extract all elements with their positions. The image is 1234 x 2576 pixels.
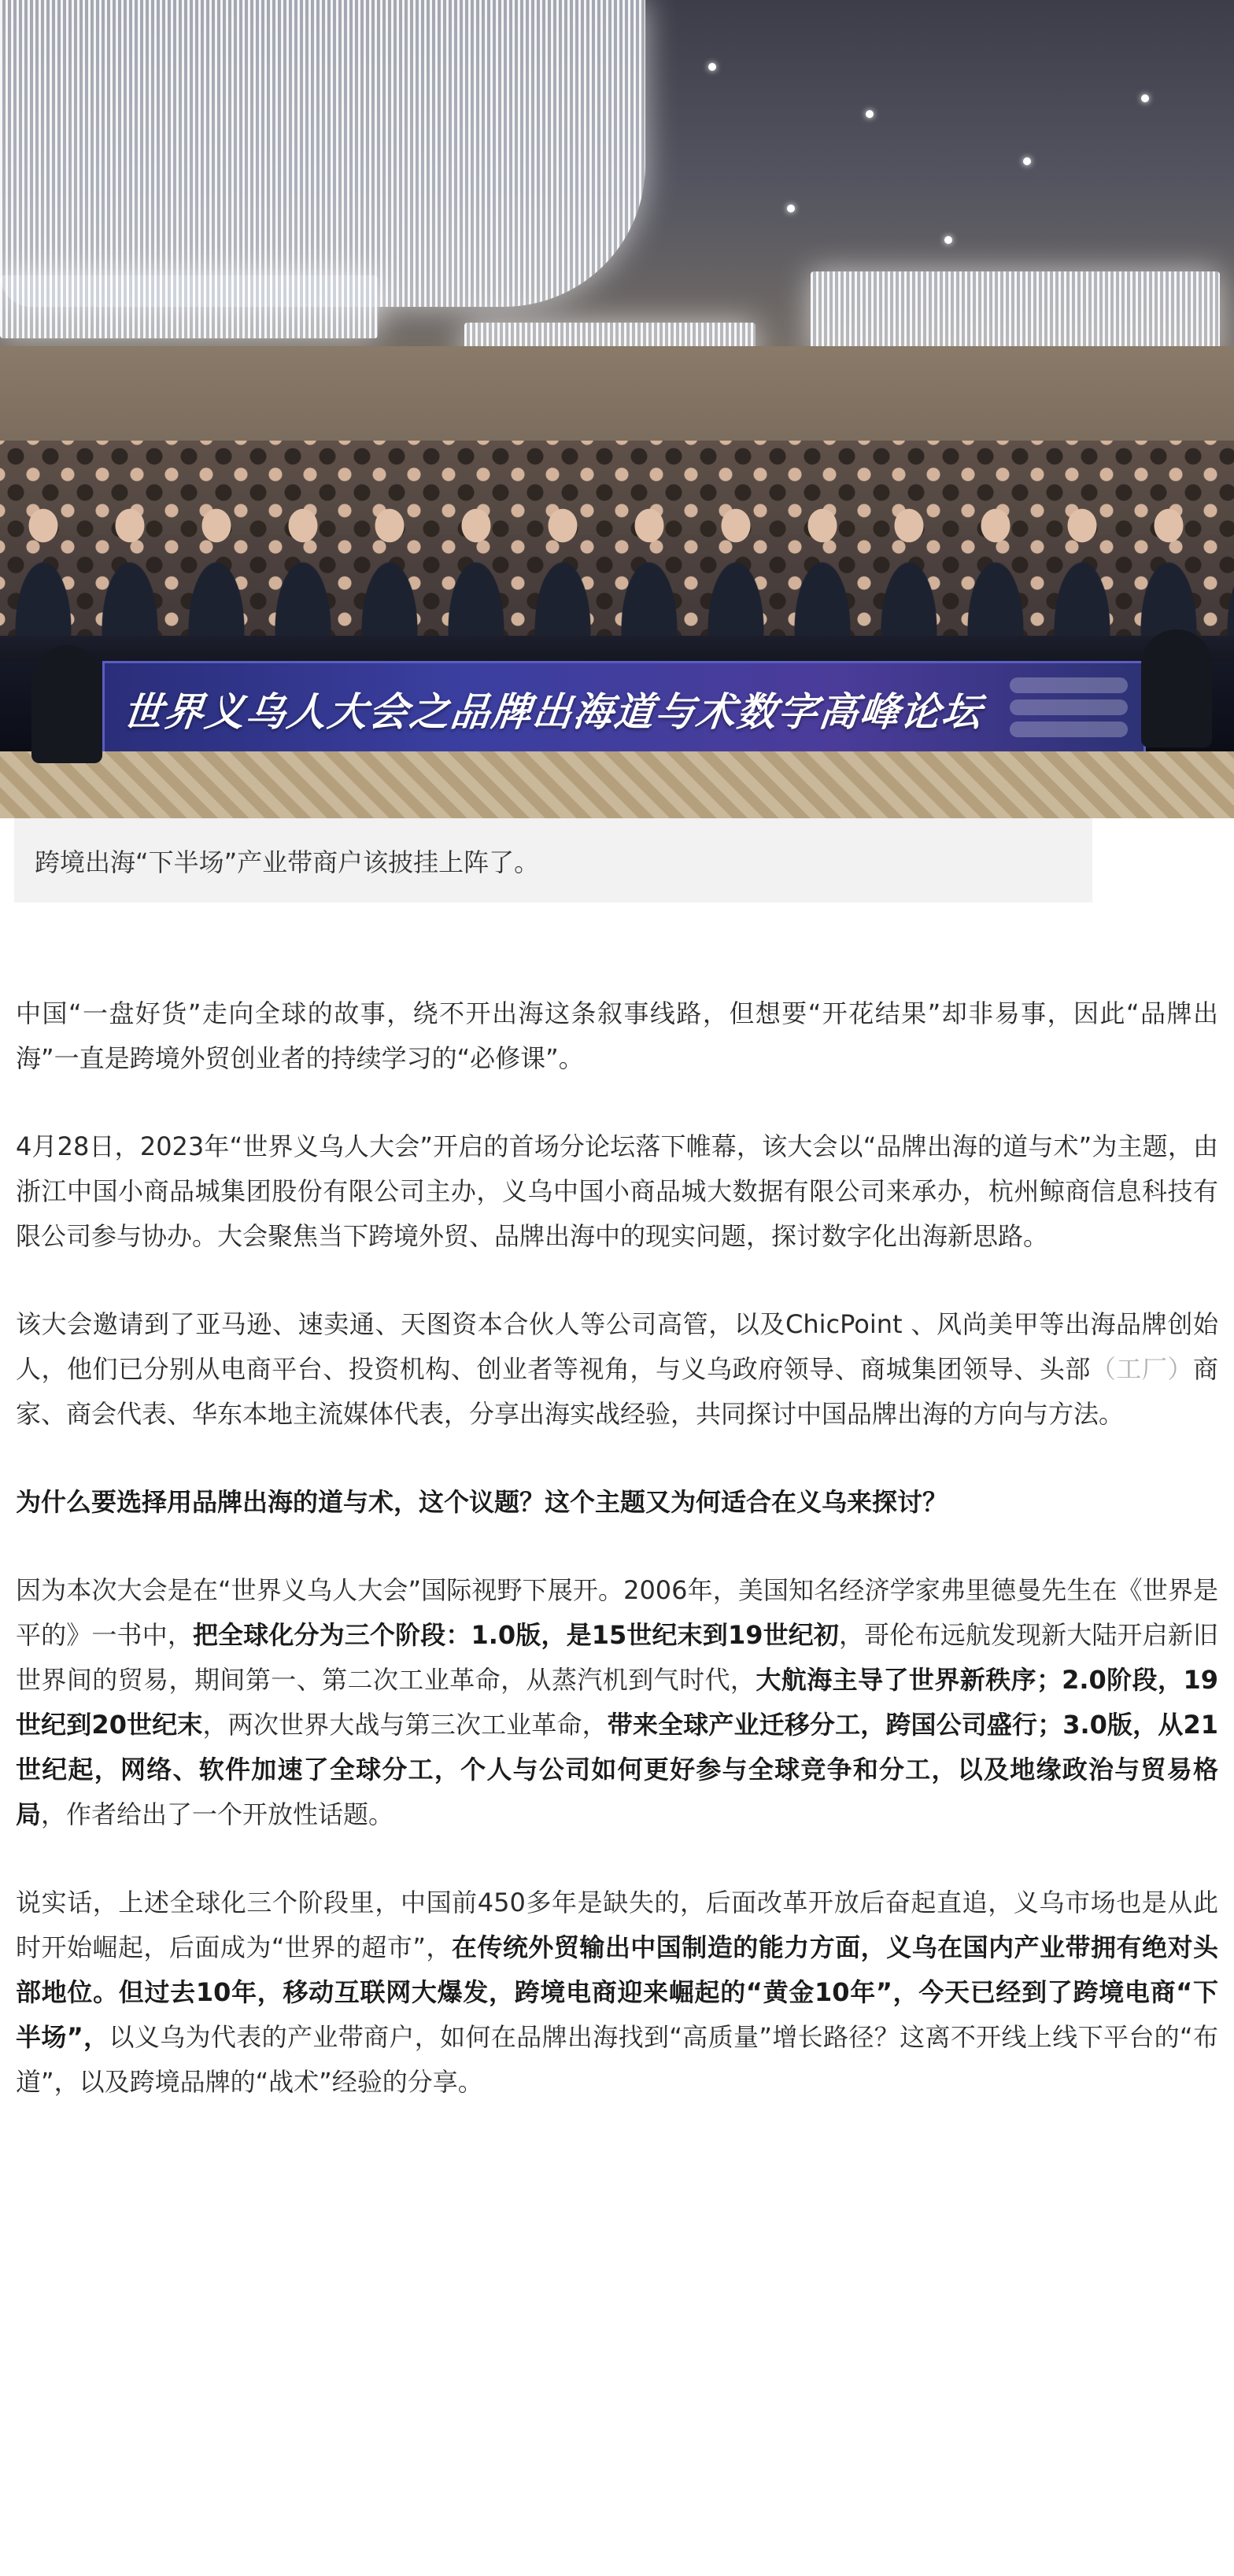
muted-text: （工厂） [1090,1354,1193,1384]
ceiling-light [1141,94,1149,102]
event-photo [0,0,1234,818]
bold-text: 带来全球产业迁移分工，跨国公司盛行；3.0版，从21世纪起，网络、软件加速了全球分工，个人与公司如何更好参与全球竞争和分工，以及地缘政治与贸易格局 [16,1710,1218,1829]
event-banner [102,661,1146,756]
sponsor-logo [1010,699,1128,715]
carpet [0,751,1234,818]
photographer-right [1141,629,1212,747]
bold-text: 大航海主导了世界新秩序；2.0阶段，19世纪到20世纪末 [16,1665,1218,1740]
text-run: 以义乌为代表的产业带商户，如何在品牌出海找到“高质量”增长路径？这离不开线上线下平台的“布道”，以及跨境品牌的“战术”经验的分享。 [16,2022,1218,2097]
text-run: 商家、商会代表、华东本地主流媒体代表，分享出海实战经验，共同探讨中国品牌出海的方向与方法。 [16,1354,1218,1429]
text-run: 因为本次大会是在“世界义乌人大会”国际视野下展开。2006年，美国知名经济学家弗里德曼先生在《世界是平的》一书中， [16,1575,1218,1650]
text-run: 该大会邀请到了亚马逊、速卖通、天图资本合伙人等公司高管，以及ChicPoint 、风尚美甲等出海品牌创始人，他们已分别从电商平台、投资机构、创业者等视角，与义乌政府领导、商城集团领导、头部 [16,1309,1218,1384]
ceiling-light [708,63,716,71]
ceiling-light [866,110,874,118]
text-run: ，作者给出了一个开放性话题。 [41,1799,394,1829]
photographer-left [31,645,102,763]
ceiling-light [944,236,952,244]
sponsor-logo [1010,677,1128,693]
text-run: ，哥伦布远航发现新大陆开启新旧世界间的贸易，期间第一、第二次工业革命，从蒸汽机到气时代， [16,1620,1218,1695]
text-run: ，两次世界大战与第三次工业革命， [202,1710,608,1740]
paragraph-yiwu [16,1880,1218,2105]
ceiling-light [1023,157,1031,165]
paragraph-globalization [16,1568,1218,1837]
paragraph-event: 4月28日，2023年“世界义乌人大会”开启的首场分论坛落下帷幕，该大会以“品牌出海的道与术”为主题，由浙江中国小商品城集团股份有限公司主办，义乌中国小商品城大数据有限公司来承办，杭州鲸商信息科技有限公司参与协办。大会聚焦当下跨境外贸、品牌出海中的现实问题，探讨数字化出海新思路。 [16,1131,1218,1251]
chandelier [0,0,645,307]
chandelier [811,271,1220,358]
chandelier [0,275,378,338]
section-question: 为什么要选择用品牌出海的道与术，这个议题？这个主题又为何适合在义乌来探讨？ [16,1487,948,1517]
paragraph-guests [16,1302,1218,1437]
article-body [16,991,1218,2148]
sponsor-logos [1010,677,1128,740]
paragraph-intro: 中国“一盘好货”走向全球的故事，绕不开出海这条叙事线路，但想要“开花结果”却非易事，因此“品牌出海”一直是跨境外贸创业者的持续学习的“必修课”。 [16,998,1218,1073]
bold-text: 把全球化分为三个阶段：1.0版，是15世纪末到19世纪初 [192,1620,840,1650]
text-run: 说实话，上述全球化三个阶段里，中国前450多年是缺失的，后面改革开放后奋起直追，义乌市场也是从此时开始崛起，后面成为“世界的超市”， [16,1888,1218,1962]
ceiling-light [787,205,795,212]
photo-caption: 跨境出海“下半场”产业带商户该披挂上阵了。 [14,818,1092,902]
banner-title: 世界义乌人大会之品牌出海道与术数字高峰论坛 [120,688,985,735]
sponsor-logo [1010,722,1128,737]
bold-text: 在传统外贸输出中国制造的能力方面，义乌在国内产业带拥有绝对头部地位。但过去10年，移动互联网大爆发，跨境电商迎来崛起的“黄金10年”，今天已经到了跨境电商“下半场”， [16,1932,1218,2052]
